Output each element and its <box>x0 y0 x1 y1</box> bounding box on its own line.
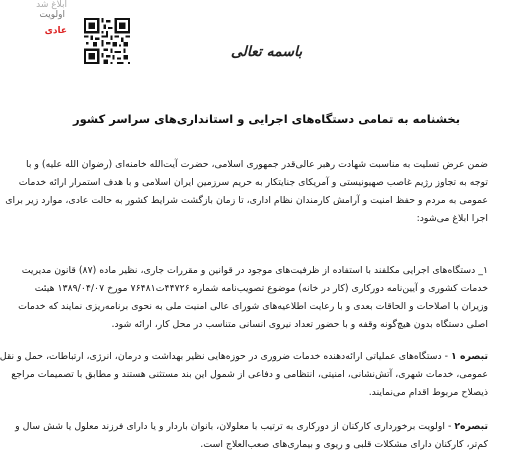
status-label: ابلاغ شد <box>36 0 67 10</box>
note-2-line: کم‌تر، کارکنان دارای مشکلات قلبی و ریوی و بیماری‌های صعب‌العلاج است. <box>200 439 488 450</box>
item-1-paragraph <box>18 262 488 334</box>
intro-line: توجه به تجاوز رژیم غاصب صهیونیستی و آمریکای جنایتکار به حریم سرزمین ایران اسلامی و با هدف استمرار ارائه خدمات <box>18 177 488 188</box>
basmala-heading: باسمه تعالی <box>230 44 303 60</box>
note-2-text: - اولویت برخورداری کارکنان از دورکاری به ترتیب با معلولان، بانوان باردار و یا دارای فرزند معلول یا شش سال و <box>15 421 455 432</box>
note-2-label: تبصره۲ <box>454 421 488 432</box>
item-1-line: اصلی دستگاه بدون هیچ‌گونه وقفه و با حضور تعداد نیروی انسانی متناسب در محل کار، ارائه شود. <box>111 319 488 330</box>
note-1-line <box>0 348 488 366</box>
note-1-label: تبصره ۱ <box>451 351 488 362</box>
note-1-text: - دستگاه‌های عملیاتی ارائه‌دهنده خدمات ضروری در حوزه‌هایی نظیر بهداشت و درمان، انرژی، ارتباطات، حمل و نقل <box>0 351 452 362</box>
item-1-line: وزیران با اصلاحات و الحاقات بعدی و با رعایت اطلاعیه‌های شورای عالی امنیت ملی به نحوی برنامه‌ریزی نمایند که خدمات <box>18 301 488 312</box>
priority-value: عادی <box>44 26 67 36</box>
note-2-line <box>15 418 488 436</box>
note-2-paragraph <box>15 418 488 454</box>
intro-line: اجرا ابلاغ می‌شود: <box>416 213 488 224</box>
item-1-line: خدمات کشوری و آیین‌نامه دورکاری (کار در خانه) موضوع تصویب‌نامه شماره ۴۴۷۲۶ت۷۶۴۸۱ مورخ ۱۳۸۹/۰۴/۰۷ هیئت <box>34 283 488 294</box>
circular-title: بخشنامه به تمامی دستگاه‌های اجرایی و استانداری‌های سراسر کشور <box>72 112 461 126</box>
intro-line: ضمن عرض تسلیت به مناسبت شهادت رهبر عالی‌قدر جمهوری اسلامی، حضرت آیت‌الله خامنه‌ای (رضوان الله علیه) و با <box>25 159 488 170</box>
item-1-line: ۱_ دستگاه‌های اجرایی مکلفند با استفاده از ظرفیت‌های موجود در قوانین و مقررات جاری، نظیر ماده (۸۷) قانون مدیریت <box>21 265 488 276</box>
note-1-line: ذیصلاح مربوط اقدام می‌نمایند. <box>368 387 488 398</box>
priority-label: اولویت <box>39 10 65 20</box>
intro-paragraph <box>5 156 488 228</box>
note-1-line: عمومی، خدمات شهری، آتش‌نشانی، امنیتی، انتظامی و دفاعی از شمول این بند مستثنی هستند و مطابق با تصمیمات مراجع <box>11 369 488 380</box>
note-1-paragraph <box>0 348 488 402</box>
intro-line: عمومی به مردم و حفظ امنیت و آرامش کارمندان نظام اداری، تا زمان بازگشت شرایط کشور به حالت عادی، موارد زیر برای <box>5 195 488 206</box>
